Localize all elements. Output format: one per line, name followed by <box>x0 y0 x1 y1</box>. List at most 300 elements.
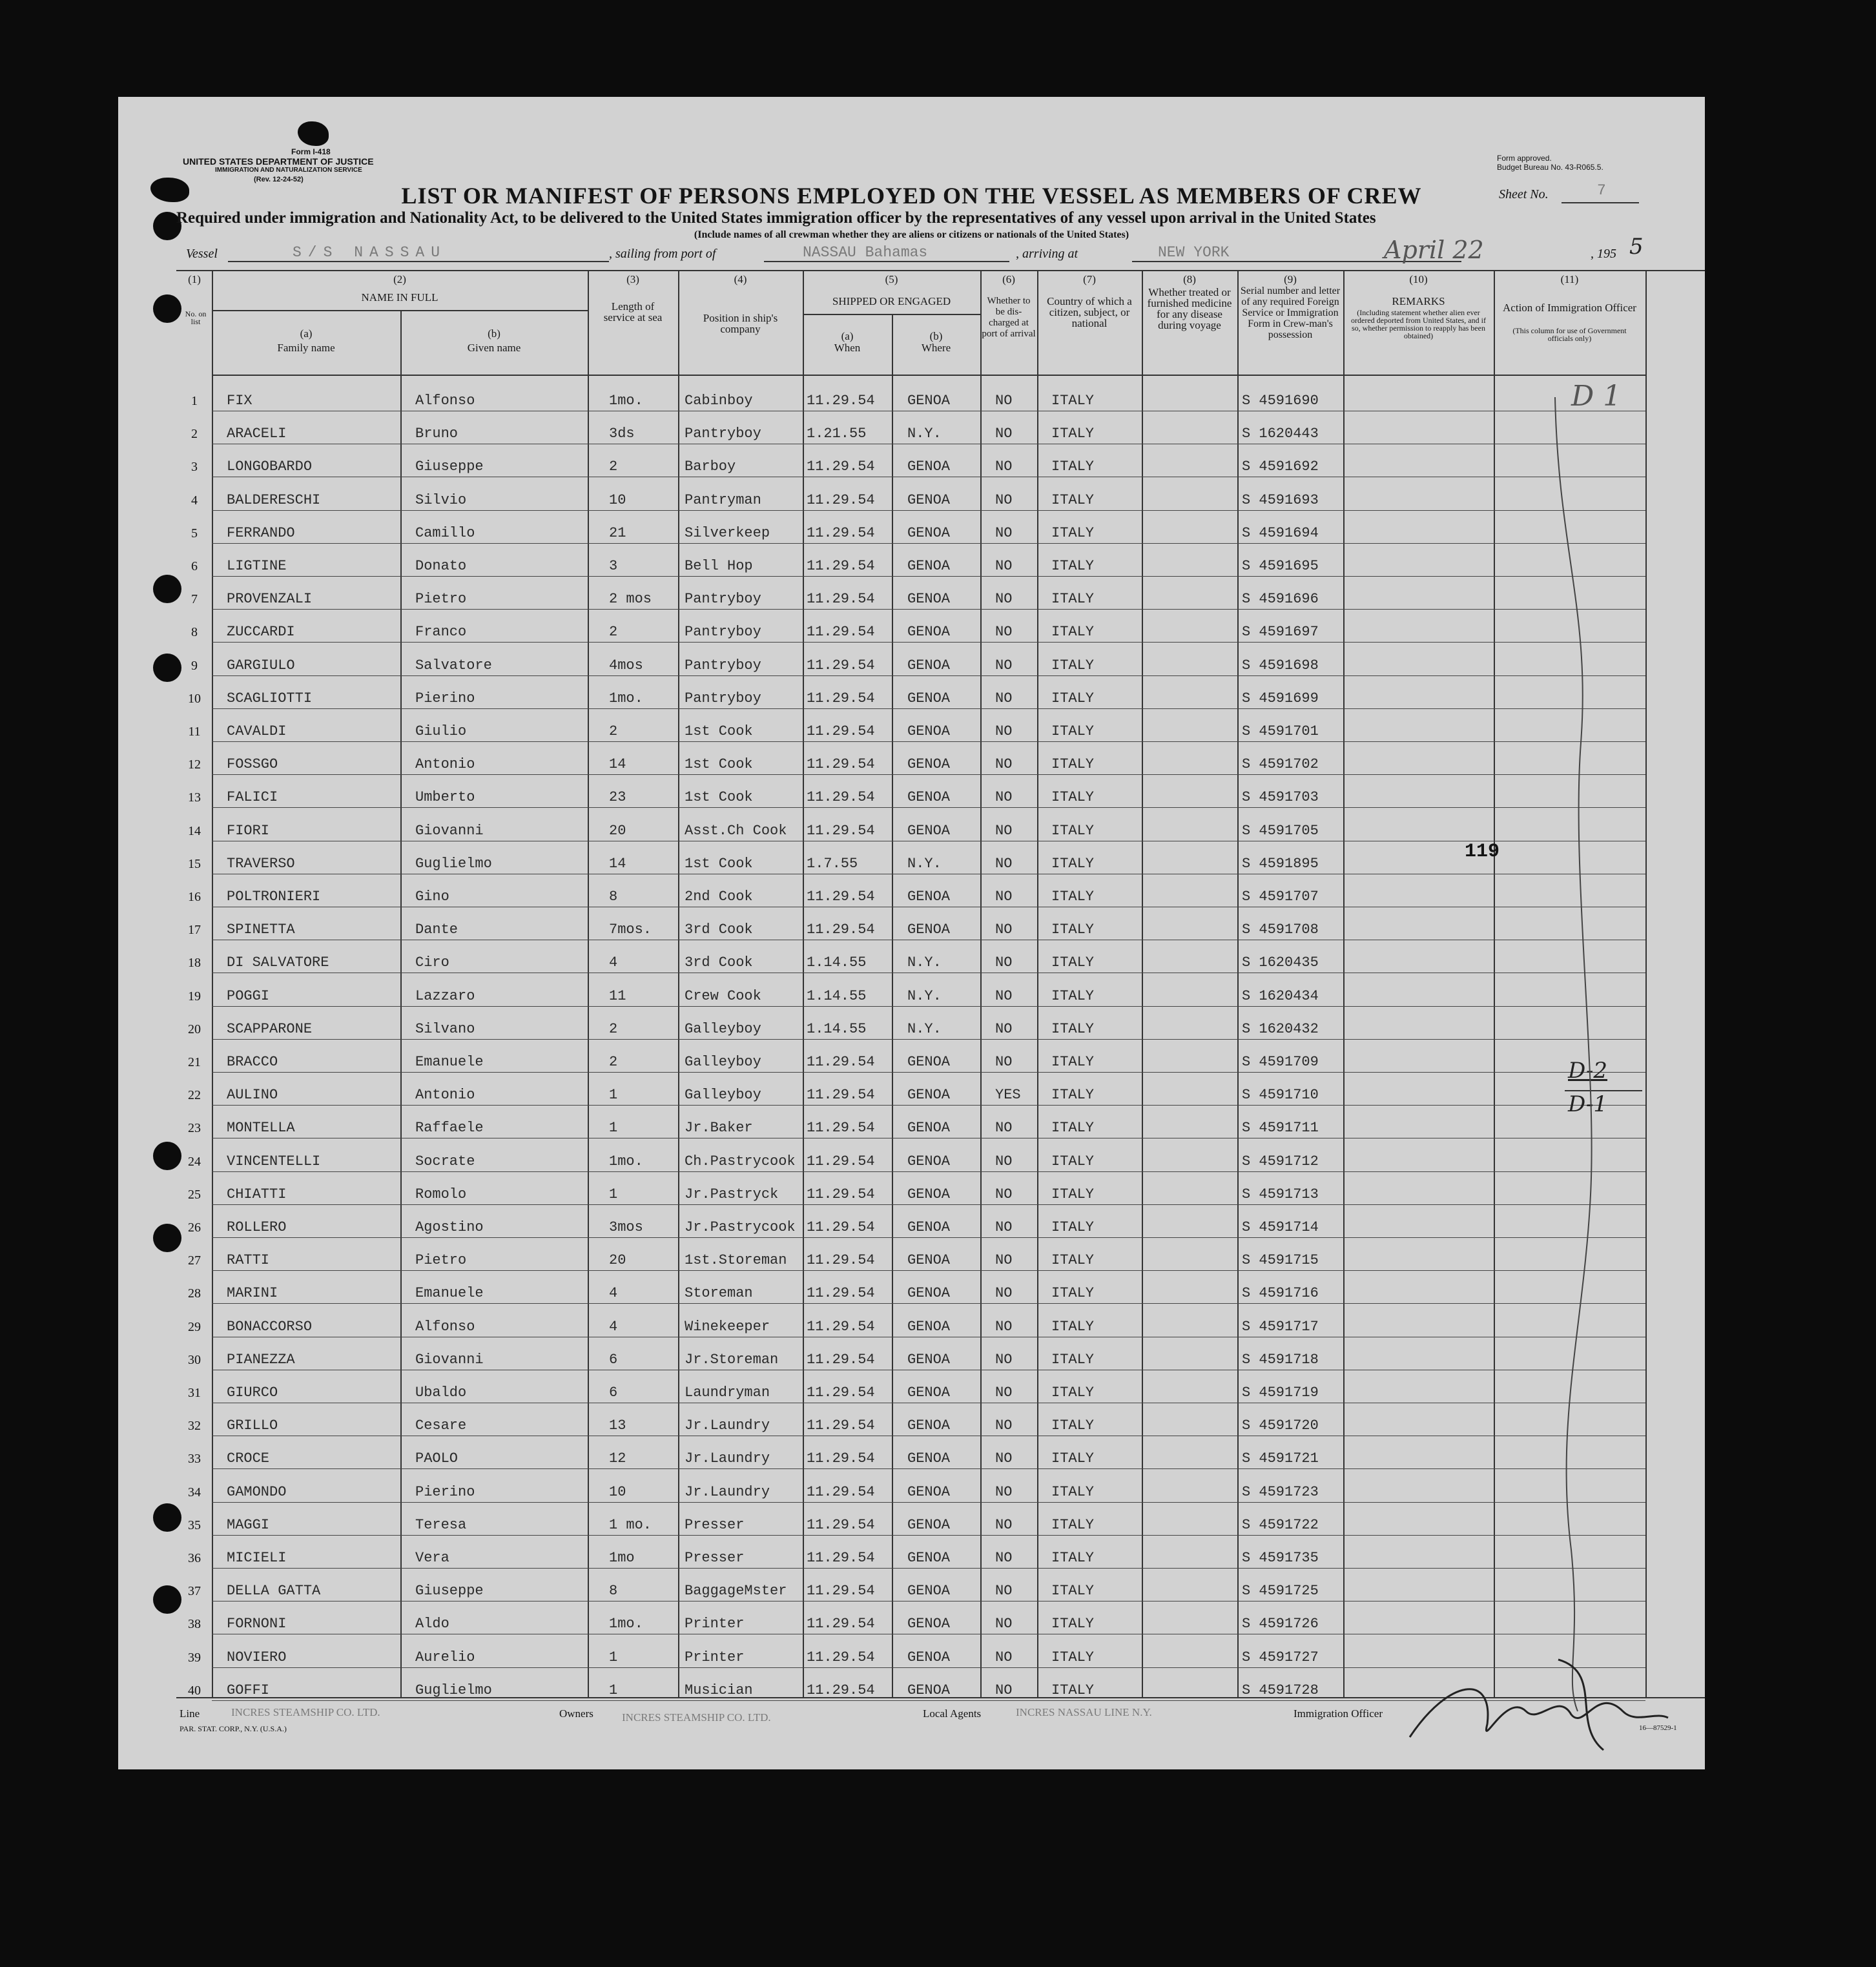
col-divider <box>980 270 982 1697</box>
cell-country: ITALY <box>1051 1252 1095 1269</box>
cell-where: GENOA <box>907 1054 951 1070</box>
row-number: 17 <box>188 923 201 938</box>
cell-country: ITALY <box>1051 789 1095 806</box>
cell-country: ITALY <box>1051 922 1095 938</box>
cell-family: SCAPPARONE <box>227 1020 313 1037</box>
cell-family: SCAGLIOTTI <box>227 690 313 706</box>
sailing-label: , sailing from port of <box>609 247 716 261</box>
cell-where: GENOA <box>907 591 951 608</box>
cell-position: Ch.Pastrycook <box>685 1153 796 1169</box>
budget-bureau: Budget Bureau No. 43-R065.5. <box>1497 163 1603 172</box>
cell-position: Jr.Laundry <box>685 1417 770 1434</box>
departure-port: NASSAU Bahamas <box>803 244 928 261</box>
cell-serial: S 4591735 <box>1242 1550 1319 1566</box>
row-number: 1 <box>191 394 198 408</box>
cell-position: 1st Cook <box>685 723 753 739</box>
cell-serial: S 4591699 <box>1242 690 1319 706</box>
cell-serial: S 4591727 <box>1242 1649 1319 1665</box>
cell-family: ZUCCARDI <box>227 624 295 641</box>
cell-where: GENOA <box>907 657 951 674</box>
cell-service: 23 <box>609 789 626 806</box>
cell-service: 21 <box>609 524 626 541</box>
cell-position: Printer <box>685 1649 745 1665</box>
cell-country: ITALY <box>1051 1153 1095 1169</box>
cell-where: GENOA <box>907 1450 951 1467</box>
cell-service: 3ds <box>609 426 635 442</box>
cell-position: Crew Cook <box>685 987 761 1004</box>
cell-given: Cesare <box>415 1417 467 1434</box>
cell-country: ITALY <box>1051 1385 1095 1401</box>
row-rule <box>212 543 1645 544</box>
cell-country: ITALY <box>1051 1285 1095 1302</box>
row-number: 26 <box>188 1220 201 1235</box>
cell-when: 11.29.54 <box>807 756 875 773</box>
row-number: 37 <box>188 1584 201 1599</box>
row-number: 34 <box>188 1485 201 1499</box>
cell-given: Ubaldo <box>415 1385 467 1401</box>
cell-serial: S 4591723 <box>1242 1483 1319 1500</box>
cell-given: Vera <box>415 1550 449 1566</box>
cell-when: 11.29.54 <box>807 1054 875 1070</box>
cell-country: ITALY <box>1051 1516 1095 1533</box>
cell-position: Asst.Ch Cook <box>685 822 787 839</box>
cell-where: N.Y. <box>907 426 942 442</box>
cell-where: GENOA <box>907 1153 951 1169</box>
cell-discharged: NO <box>995 1516 1013 1533</box>
cell-when: 1.14.55 <box>807 1020 867 1037</box>
cell-when: 11.29.54 <box>807 822 875 839</box>
punch-hole <box>153 294 181 323</box>
col1-label: No. on list <box>185 309 207 326</box>
cell-discharged: NO <box>995 954 1013 971</box>
cell-given: Dante <box>415 922 459 938</box>
cell-country: ITALY <box>1051 1450 1095 1467</box>
cell-serial: S 4591705 <box>1242 822 1319 839</box>
row-rule <box>212 1072 1645 1073</box>
row-number: 22 <box>188 1088 201 1103</box>
cell-serial: S 4591697 <box>1242 624 1319 641</box>
row-rule <box>212 1171 1645 1172</box>
cell-country: ITALY <box>1051 393 1095 409</box>
col8-label: Whether treated or furnished medicine for any disease during voyage <box>1147 286 1232 331</box>
cell-given: Giovanni <box>415 1351 484 1368</box>
cell-given: Lazzaro <box>415 987 475 1004</box>
col4-label: Position in ship's company <box>703 312 778 335</box>
cell-serial: S 1620434 <box>1242 987 1319 1004</box>
cell-service: 2 <box>609 458 618 475</box>
row-number: 5 <box>191 526 198 541</box>
cell-given: PAOLO <box>415 1450 459 1467</box>
col2-subdivider <box>212 310 588 311</box>
cell-discharged: NO <box>995 690 1013 706</box>
cell-position: 1st.Storeman <box>685 1252 787 1269</box>
cell-when: 1.21.55 <box>807 426 867 442</box>
agents-label: Local Agents <box>923 1707 982 1720</box>
cell-discharged: NO <box>995 1450 1013 1467</box>
cell-given: Agostino <box>415 1219 484 1235</box>
cell-discharged: NO <box>995 723 1013 739</box>
cell-family: FERRANDO <box>227 524 295 541</box>
cell-given: Gino <box>415 889 449 905</box>
cell-when: 11.29.54 <box>807 922 875 938</box>
cell-where: GENOA <box>907 889 951 905</box>
cell-position: 1st Cook <box>685 789 753 806</box>
form-subtitle: Required under immigration and Nationality Act, to be delivered to the United States immigration officer by the representatives of any vessel upon arrival in the United States <box>176 209 1376 227</box>
col5-subdivider <box>803 314 980 315</box>
cell-given: Pietro <box>415 1252 467 1269</box>
cell-discharged: NO <box>995 458 1013 475</box>
row-rule <box>212 1700 1645 1701</box>
col6-num: (6) <box>1002 273 1015 285</box>
cell-country: ITALY <box>1051 657 1095 674</box>
cell-given: Aldo <box>415 1616 449 1632</box>
action-row-22-rule <box>1565 1090 1642 1091</box>
cell-where: GENOA <box>907 524 951 541</box>
cell-service: 3 <box>609 558 618 574</box>
cell-given: Giuseppe <box>415 1583 484 1600</box>
cell-discharged: NO <box>995 558 1013 574</box>
row-rule <box>212 1204 1645 1205</box>
cell-position: Presser <box>685 1550 745 1566</box>
cell-position: Pantryboy <box>685 690 761 706</box>
cell-when: 11.29.54 <box>807 1120 875 1137</box>
row-number: 23 <box>188 1121 201 1136</box>
cell-country: ITALY <box>1051 1417 1095 1434</box>
col10-label: REMARKS <box>1392 295 1445 307</box>
cell-country: ITALY <box>1051 1550 1095 1566</box>
cell-family: ARACELI <box>227 426 287 442</box>
col-divider <box>212 270 213 1697</box>
cell-service: 1 <box>609 1186 618 1202</box>
form-subnote: (Include names of all crewman whether they are aliens or citizens or nationals of the United States) <box>694 229 1129 240</box>
cell-given: Ciro <box>415 954 449 971</box>
row-number: 28 <box>188 1286 201 1301</box>
cell-when: 1.14.55 <box>807 954 867 971</box>
cell-family: GIURCO <box>227 1385 278 1401</box>
cell-given: Emanuele <box>415 1054 484 1070</box>
cell-where: GENOA <box>907 1483 951 1500</box>
row-number: 2 <box>191 427 198 442</box>
cell-given: Silvano <box>415 1020 475 1037</box>
cell-when: 11.29.54 <box>807 1583 875 1600</box>
cell-serial: S 4591703 <box>1242 789 1319 806</box>
cell-discharged: NO <box>995 1550 1013 1566</box>
cell-service: 20 <box>609 1252 626 1269</box>
agents-value: INCRES NASSAU LINE N.Y. <box>1016 1706 1152 1718</box>
cell-serial: S 4591701 <box>1242 723 1319 739</box>
cell-position: BaggageMster <box>685 1583 787 1600</box>
cell-given: Romolo <box>415 1186 467 1202</box>
cell-serial: S 4591690 <box>1242 393 1319 409</box>
cell-given: Bruno <box>415 426 459 442</box>
cell-service: 1 mo. <box>609 1516 652 1533</box>
col2b-label: Given name <box>467 342 521 354</box>
cell-where: GENOA <box>907 1351 951 1368</box>
cell-when: 11.29.54 <box>807 723 875 739</box>
cell-when: 11.29.54 <box>807 1450 875 1467</box>
cell-serial: S 4591728 <box>1242 1682 1319 1698</box>
row-number: 32 <box>188 1419 201 1434</box>
cell-serial: S 4591720 <box>1242 1417 1319 1434</box>
col9-label: Serial number and letter of any required Foreign Service or Immigration Form in Crew-man's possession <box>1240 285 1341 340</box>
cell-serial: S 4591713 <box>1242 1186 1319 1202</box>
cell-country: ITALY <box>1051 1120 1095 1137</box>
cell-given: Silvio <box>415 491 467 508</box>
cell-service: 4 <box>609 954 618 971</box>
row-number: 9 <box>191 658 198 673</box>
ink-blot <box>298 121 329 146</box>
cell-given: Guglielmo <box>415 855 492 872</box>
col10-num: (10) <box>1409 273 1428 285</box>
port-underline <box>764 261 1009 262</box>
cell-where: GENOA <box>907 624 951 641</box>
vessel-name: S/S NASSAU <box>293 244 447 261</box>
cell-where: GENOA <box>907 458 951 475</box>
cell-serial: S 4591725 <box>1242 1583 1319 1600</box>
cell-given: Guglielmo <box>415 1682 492 1698</box>
cell-position: Silverkeep <box>685 524 770 541</box>
row-number: 14 <box>188 823 201 838</box>
cell-given: Camillo <box>415 524 475 541</box>
arriving-label: , arriving at <box>1016 247 1078 261</box>
cell-discharged: NO <box>995 922 1013 938</box>
cell-when: 11.29.54 <box>807 1516 875 1533</box>
cell-serial: S 4591717 <box>1242 1318 1319 1335</box>
row-number: 16 <box>188 890 201 904</box>
cell-family: CAVALDI <box>227 723 287 739</box>
cell-position: Jr.Baker <box>685 1120 753 1137</box>
cell-discharged: NO <box>995 624 1013 641</box>
cell-discharged: NO <box>995 1385 1013 1401</box>
cell-discharged: NO <box>995 855 1013 872</box>
cell-family: MAGGI <box>227 1516 270 1533</box>
cell-where: GENOA <box>907 1087 951 1104</box>
col2a-label: Family name <box>277 342 335 354</box>
cell-when: 11.29.54 <box>807 789 875 806</box>
cell-service: 1 <box>609 1649 618 1665</box>
cell-when: 11.29.54 <box>807 1351 875 1368</box>
manifest-sheet <box>118 97 1705 1769</box>
row-number: 24 <box>188 1154 201 1169</box>
cell-country: ITALY <box>1051 855 1095 872</box>
col11-num: (11) <box>1560 273 1579 285</box>
col-divider <box>1037 270 1038 1697</box>
cell-country: ITALY <box>1051 1583 1095 1600</box>
cell-given: Salvatore <box>415 657 492 674</box>
row-number: 7 <box>191 592 198 607</box>
row-rule <box>212 1568 1645 1569</box>
cell-given: Franco <box>415 624 467 641</box>
cell-family: AULINO <box>227 1087 278 1104</box>
cell-when: 11.29.54 <box>807 1285 875 1302</box>
cell-where: GENOA <box>907 491 951 508</box>
col-divider <box>588 270 589 1697</box>
cell-where: GENOA <box>907 822 951 839</box>
cell-family: NOVIERO <box>227 1649 287 1665</box>
col-divider <box>1494 270 1495 1697</box>
cell-country: ITALY <box>1051 1483 1095 1500</box>
action-row-22-bottom: D-1 <box>1568 1091 1608 1117</box>
col5-label: SHIPPED OR ENGAGED <box>832 295 951 307</box>
cell-discharged: NO <box>995 524 1013 541</box>
row-rule <box>212 1237 1645 1238</box>
cell-serial: S 4591712 <box>1242 1153 1319 1169</box>
col5a-num: (a) <box>841 330 854 342</box>
cell-when: 11.29.54 <box>807 889 875 905</box>
cell-given: Donato <box>415 558 467 574</box>
cell-discharged: NO <box>995 889 1013 905</box>
cell-family: FORNONI <box>227 1616 287 1632</box>
cell-service: 1mo <box>609 1550 635 1566</box>
cell-given: Giulio <box>415 723 467 739</box>
cell-where: N.Y. <box>907 987 942 1004</box>
cell-family: FALICI <box>227 789 278 806</box>
col6-label: Whether to be dis-charged at port of arrival <box>982 296 1036 339</box>
cell-given: Antonio <box>415 1087 475 1104</box>
col-divider <box>1645 270 1647 1697</box>
row-rule <box>212 1039 1645 1040</box>
cell-position: Pantryman <box>685 491 761 508</box>
cell-given: Pierino <box>415 690 475 706</box>
cell-service: 13 <box>609 1417 626 1434</box>
line-value: INCRES STEAMSHIP CO. LTD. <box>231 1706 380 1718</box>
row-number: 40 <box>188 1683 201 1698</box>
cell-where: N.Y. <box>907 954 942 971</box>
cell-serial: S 4591721 <box>1242 1450 1319 1467</box>
cell-when: 1.14.55 <box>807 987 867 1004</box>
cell-discharged: NO <box>995 756 1013 773</box>
cell-when: 11.29.54 <box>807 1649 875 1665</box>
cell-country: ITALY <box>1051 1616 1095 1632</box>
col5b-label: Where <box>921 342 951 354</box>
form-approved: Form approved. <box>1497 154 1552 163</box>
row-rule <box>212 1667 1645 1668</box>
cell-when: 11.29.54 <box>807 1153 875 1169</box>
cell-when: 11.29.54 <box>807 1318 875 1335</box>
cell-service: 4 <box>609 1318 618 1335</box>
cell-given: Socrate <box>415 1153 475 1169</box>
cell-discharged: NO <box>995 1583 1013 1600</box>
cell-discharged: NO <box>995 789 1013 806</box>
cell-serial: S 4591714 <box>1242 1219 1319 1235</box>
cell-when: 1.7.55 <box>807 855 858 872</box>
cell-service: 3mos <box>609 1219 643 1235</box>
col-divider <box>803 270 804 1697</box>
cell-discharged: NO <box>995 1252 1013 1269</box>
cell-country: ITALY <box>1051 1219 1095 1235</box>
cell-country: ITALY <box>1051 1087 1095 1104</box>
year-digit: 5 <box>1629 234 1644 260</box>
row-number: 3 <box>191 460 198 475</box>
cell-family: POGGI <box>227 987 270 1004</box>
cell-country: ITALY <box>1051 558 1095 574</box>
row-number: 21 <box>188 1055 201 1069</box>
cell-country: ITALY <box>1051 591 1095 608</box>
cell-service: 2 <box>609 1054 618 1070</box>
col9-num: (9) <box>1284 273 1297 285</box>
col2-label: NAME IN FULL <box>361 291 438 304</box>
cell-serial: S 4591698 <box>1242 657 1319 674</box>
cell-position: Barboy <box>685 458 736 475</box>
cell-service: 1 <box>609 1087 618 1104</box>
cell-position: 1st Cook <box>685 756 753 773</box>
row-rule <box>212 576 1645 577</box>
row-number: 31 <box>188 1386 201 1400</box>
cell-discharged: NO <box>995 987 1013 1004</box>
cell-when: 11.29.54 <box>807 1385 875 1401</box>
cell-given: Emanuele <box>415 1285 484 1302</box>
cell-serial: S 4591722 <box>1242 1516 1319 1533</box>
form-title: LIST OR MANIFEST OF PERSONS EMPLOYED ON THE VESSEL AS MEMBERS OF CREW <box>401 183 1422 209</box>
cell-position: Jr.Pastrycook <box>685 1219 796 1235</box>
col-divider <box>1237 270 1239 1697</box>
row-number: 18 <box>188 956 201 971</box>
cell-given: Giovanni <box>415 822 484 839</box>
cell-family: FOSSGO <box>227 756 278 773</box>
cell-where: GENOA <box>907 1120 951 1137</box>
cell-given: Antonio <box>415 756 475 773</box>
cell-when: 11.29.54 <box>807 1087 875 1104</box>
cell-discharged: NO <box>995 1219 1013 1235</box>
cell-where: GENOA <box>907 1583 951 1600</box>
cell-when: 11.29.54 <box>807 690 875 706</box>
cell-family: MICIELI <box>227 1550 287 1566</box>
cell-family: SPINETTA <box>227 922 295 938</box>
cell-family: MONTELLA <box>227 1120 295 1137</box>
cell-serial: S 4591711 <box>1242 1120 1319 1137</box>
cell-discharged: NO <box>995 1020 1013 1037</box>
cell-when: 11.29.54 <box>807 1219 875 1235</box>
signature-icon <box>1410 1660 1668 1750</box>
col-divider <box>400 310 402 1697</box>
vessel-underline <box>228 261 609 262</box>
cell-country: ITALY <box>1051 624 1095 641</box>
cell-family: GOFFI <box>227 1682 270 1698</box>
col5b-num: (b) <box>929 330 943 342</box>
cell-when: 11.29.54 <box>807 591 875 608</box>
col-divider <box>1142 270 1143 1697</box>
sheet-label: Sheet No. <box>1499 187 1549 201</box>
col2-num: (2) <box>393 273 406 285</box>
arrival-port: NEW YORK <box>1158 244 1230 261</box>
line-label: Line <box>180 1707 200 1720</box>
cell-service: 8 <box>609 889 618 905</box>
cell-given: Aurelio <box>415 1649 475 1665</box>
remark-row-15: 119 <box>1465 841 1500 863</box>
cell-where: GENOA <box>907 1516 951 1533</box>
cell-discharged: NO <box>995 1285 1013 1302</box>
cell-country: ITALY <box>1051 954 1095 971</box>
cell-position: 3rd Cook <box>685 922 753 938</box>
cell-where: GENOA <box>907 723 951 739</box>
cell-family: VINCENTELLI <box>227 1153 321 1169</box>
cell-serial: S 4591707 <box>1242 889 1319 905</box>
cell-given: Umberto <box>415 789 475 806</box>
cell-where: GENOA <box>907 1682 951 1698</box>
cell-where: GENOA <box>907 1252 951 1269</box>
cell-where: GENOA <box>907 756 951 773</box>
cell-when: 11.29.54 <box>807 1483 875 1500</box>
cell-where: GENOA <box>907 922 951 938</box>
cell-discharged: NO <box>995 1417 1013 1434</box>
col8-num: (8) <box>1183 273 1196 285</box>
form-number: Form I-418 <box>291 147 331 156</box>
row-rule <box>212 1006 1645 1007</box>
row-number: 20 <box>188 1022 201 1036</box>
cell-country: ITALY <box>1051 987 1095 1004</box>
cell-family: LONGOBARDO <box>227 458 313 475</box>
row-number: 38 <box>188 1617 201 1632</box>
